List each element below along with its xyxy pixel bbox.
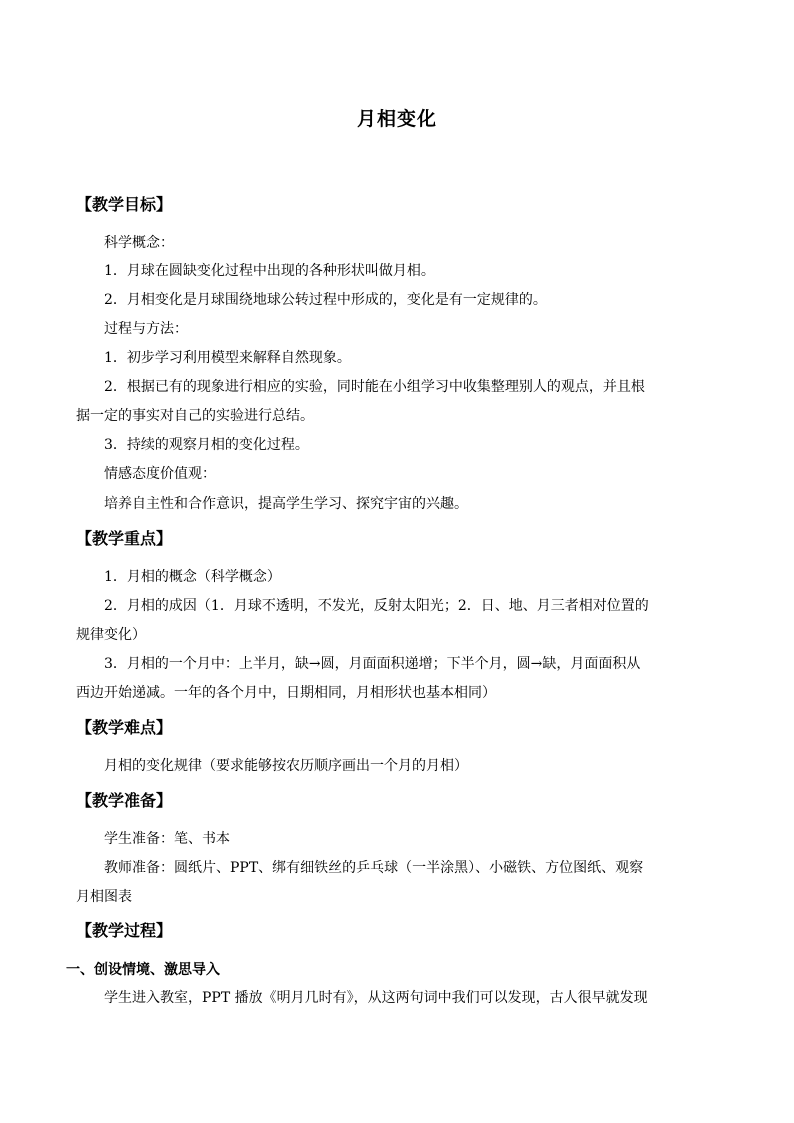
section-heading-difficult: 【教学难点】	[76, 718, 173, 737]
goals-line: 培养自主性和合作意识，提高学生学习、探究宇宙的兴趣。	[104, 496, 468, 512]
goals-line: 情感态度价值观：	[104, 466, 216, 482]
prep-line: 教师准备：圆纸片、PPT、绑有细铁丝的乒乓球（一半涂黑）、小磁铁、方位图纸、观察	[104, 860, 644, 876]
goals-line: 1．月球在圆缺变化过程中出现的各种形状叫做月相。	[104, 263, 435, 279]
process-line: 学生进入教室，PPT 播放《明月几时有》，从这两句词中我们可以发现，古人很早就发现	[104, 990, 648, 1006]
goals-line: 过程与方法：	[104, 321, 188, 337]
prep-line: 学生准备：笔、书本	[104, 831, 230, 847]
key-line: 3．月相的一个月中：上半月，缺→圆，月面面积递增；下半个月，圆→缺，月面面积从	[104, 656, 641, 672]
goals-line: 2．月相变化是月球围绕地球公转过程中形成的，变化是有一定规律的。	[104, 292, 547, 308]
section-heading-process: 【教学过程】	[76, 921, 173, 940]
section-heading-key: 【教学重点】	[76, 529, 173, 548]
section-heading-prep: 【教学准备】	[76, 791, 173, 810]
process-subheading: 一、创设情境、激思导入	[66, 962, 220, 978]
goals-line: 科学概念：	[104, 235, 174, 251]
goals-line: 2．根据已有的现象进行相应的实验，同时能在小组学习中收集整理别人的观点，并且根	[104, 379, 645, 395]
key-line: 2．月相的成因（1．月球不透明，不发光，反射太阳光；2．日、地、月三者相对位置的	[104, 598, 649, 614]
difficult-line: 月相的变化规律（要求能够按农历顺序画出一个月的月相）	[104, 758, 468, 774]
goals-line: 3．持续的观察月相的变化过程。	[104, 437, 309, 453]
document-title: 月相变化	[356, 108, 437, 130]
prep-line: 月相图表	[76, 889, 132, 905]
section-heading-goals: 【教学目标】	[76, 195, 173, 214]
key-line: 西边开始递减。一年的各个月中，日期相同，月相形状也基本相同）	[76, 685, 496, 701]
goals-line: 据一定的事实对自己的实验进行总结。	[76, 408, 314, 424]
key-line: 1．月相的概念（科学概念）	[104, 569, 281, 585]
goals-line: 1．初步学习利用模型来解释自然现象。	[104, 350, 351, 366]
key-line: 规律变化）	[76, 627, 146, 643]
